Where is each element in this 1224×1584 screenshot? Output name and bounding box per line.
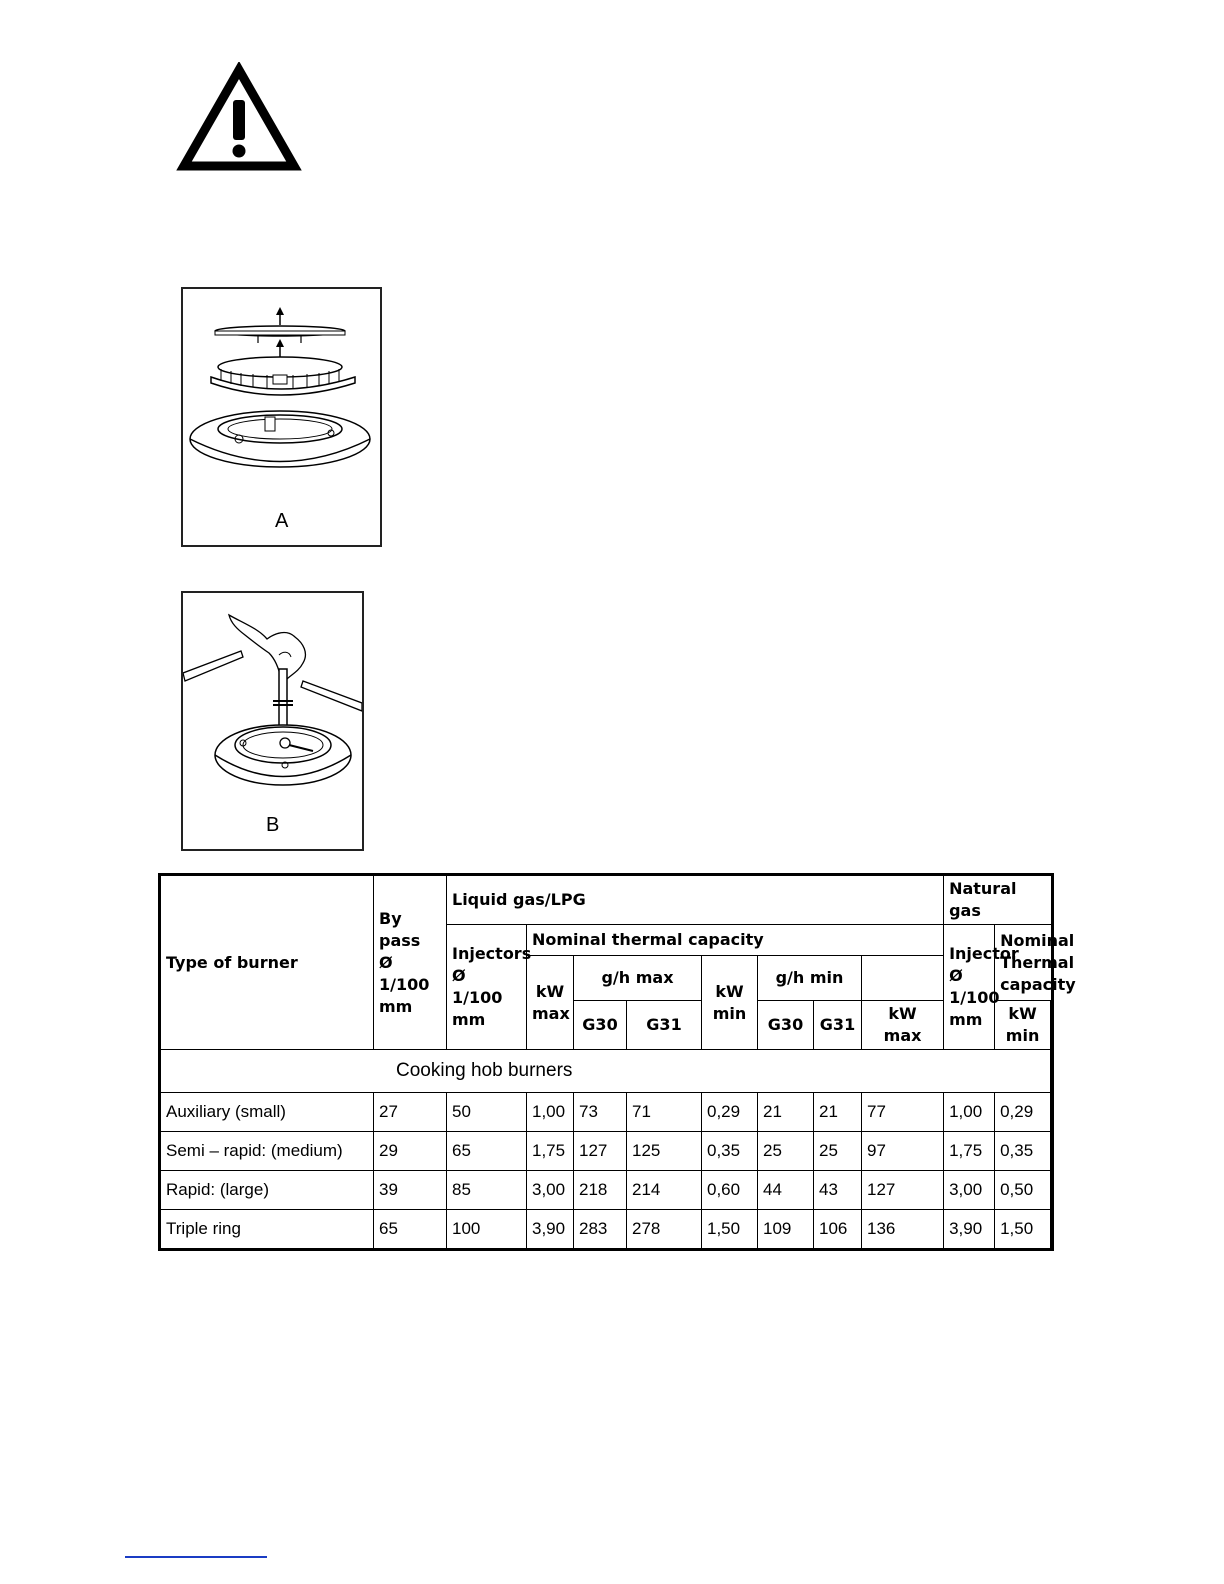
cell-kw-max: 1,00 xyxy=(527,1093,574,1132)
header-ng-kw-min: kW min xyxy=(995,1001,1051,1050)
cell-ng-injector: 136 xyxy=(862,1210,944,1250)
cell-injectors: 65 xyxy=(447,1132,527,1171)
cell-by-pass: 65 xyxy=(374,1210,447,1250)
figure-a-label: A xyxy=(275,510,289,532)
cell-ng-kw-min: 1,50 xyxy=(995,1210,1051,1250)
header-injectors: Injectors Ø 1/100 mm xyxy=(447,925,527,1050)
cell-ng-kw-min: 0,50 xyxy=(995,1171,1051,1210)
cell-gh-max-g31: 214 xyxy=(627,1171,702,1210)
header-injector-natural-gas: Injector Ø 1/100 mm xyxy=(944,925,995,1050)
cell-gh-max-g30: 73 xyxy=(574,1093,627,1132)
cell-ng-injector: 97 xyxy=(862,1132,944,1171)
cell-ng-kw-max: 1,75 xyxy=(944,1132,995,1171)
cell-gh-max-g30: 127 xyxy=(574,1132,627,1171)
cell-gh-max-g31: 125 xyxy=(627,1132,702,1171)
cell-burner-type: Semi – rapid: (medium) xyxy=(160,1132,374,1171)
cell-injectors: 85 xyxy=(447,1171,527,1210)
header-liquid-gas: Liquid gas/LPG xyxy=(447,875,944,925)
cell-gh-max-g30: 218 xyxy=(574,1171,627,1210)
cell-ng-kw-max: 3,90 xyxy=(944,1210,995,1250)
header-by-pass: By pass Ø 1/100 mm xyxy=(374,875,447,1050)
cell-gh-max-g30: 283 xyxy=(574,1210,627,1250)
cell-kw-min: 0,60 xyxy=(702,1171,758,1210)
cell-gh-min-g30: 21 xyxy=(758,1093,814,1132)
cell-kw-min: 0,35 xyxy=(702,1132,758,1171)
cell-kw-max: 3,90 xyxy=(527,1210,574,1250)
warning-icon xyxy=(176,62,302,172)
header-gh-min: g/h min xyxy=(758,956,862,1001)
cell-gh-min-g31: 106 xyxy=(814,1210,862,1250)
cell-kw-min: 1,50 xyxy=(702,1210,758,1250)
table-row xyxy=(160,1210,1053,1250)
header-gh-max: g/h max xyxy=(574,956,702,1001)
cell-gh-min-g31: 43 xyxy=(814,1171,862,1210)
header-gh-min-g30: G30 xyxy=(758,1001,814,1050)
figure-b-label: B xyxy=(266,814,280,836)
cell-ng-kw-min: 0,35 xyxy=(995,1132,1051,1171)
cell-ng-kw-min: 0,29 xyxy=(995,1093,1051,1132)
cell-gh-min-g31: 21 xyxy=(814,1093,862,1132)
cell-ng-injector: 127 xyxy=(862,1171,944,1210)
cell-gh-min-g30: 44 xyxy=(758,1171,814,1210)
cell-burner-type: Auxiliary (small) xyxy=(160,1093,374,1132)
injector-replacement-illustration xyxy=(183,593,362,808)
header-gh-max-g30: G30 xyxy=(574,1001,627,1050)
header-ng-kw-max: kW max xyxy=(862,1001,944,1050)
header-gh-min-g31: G31 xyxy=(814,1001,862,1050)
header-nominal-thermal-capacity-natural-gas: Nominal Thermal capacity xyxy=(995,925,1053,1001)
cell-injectors: 50 xyxy=(447,1093,527,1132)
table-row xyxy=(160,1093,1053,1132)
cell-gh-max-g31: 278 xyxy=(627,1210,702,1250)
header-type-of-burner: Type of burner xyxy=(160,875,374,1050)
cell-kw-max: 3,00 xyxy=(527,1171,574,1210)
cell-gh-min-g30: 109 xyxy=(758,1210,814,1250)
header-nominal-thermal-capacity: Nominal thermal capacity xyxy=(527,925,944,956)
cell-by-pass: 27 xyxy=(374,1093,447,1132)
header-natural-gas: Natural gas xyxy=(944,875,1053,925)
cell-gh-min-g30: 25 xyxy=(758,1132,814,1171)
burner-exploded-illustration xyxy=(183,289,380,504)
cell-gh-max-g31: 71 xyxy=(627,1093,702,1132)
cell-ng-kw-max: 3,00 xyxy=(944,1171,995,1210)
figure-b xyxy=(181,591,364,851)
footnote-separator xyxy=(125,1556,267,1558)
cell-by-pass: 39 xyxy=(374,1171,447,1210)
header-gh-max-g31: G31 xyxy=(627,1001,702,1050)
burner-specifications-table xyxy=(158,873,1076,1251)
cell-ng-injector: 77 xyxy=(862,1093,944,1132)
cell-gh-min-g31: 25 xyxy=(814,1132,862,1171)
header-kw-max: kW max xyxy=(527,956,574,1050)
table-row xyxy=(160,1171,1053,1210)
table-row xyxy=(160,1132,1053,1171)
header-kw-min: kW min xyxy=(702,956,758,1050)
section-cooking-hob-burners: Cooking hob burners xyxy=(160,1050,1051,1093)
cell-kw-max: 1,75 xyxy=(527,1132,574,1171)
cell-ng-kw-max: 1,00 xyxy=(944,1093,995,1132)
cell-kw-min: 0,29 xyxy=(702,1093,758,1132)
cell-injectors: 100 xyxy=(447,1210,527,1250)
cell-by-pass: 29 xyxy=(374,1132,447,1171)
cell-burner-type: Triple ring xyxy=(160,1210,374,1250)
cell-burner-type: Rapid: (large) xyxy=(160,1171,374,1210)
figure-a xyxy=(181,287,382,547)
